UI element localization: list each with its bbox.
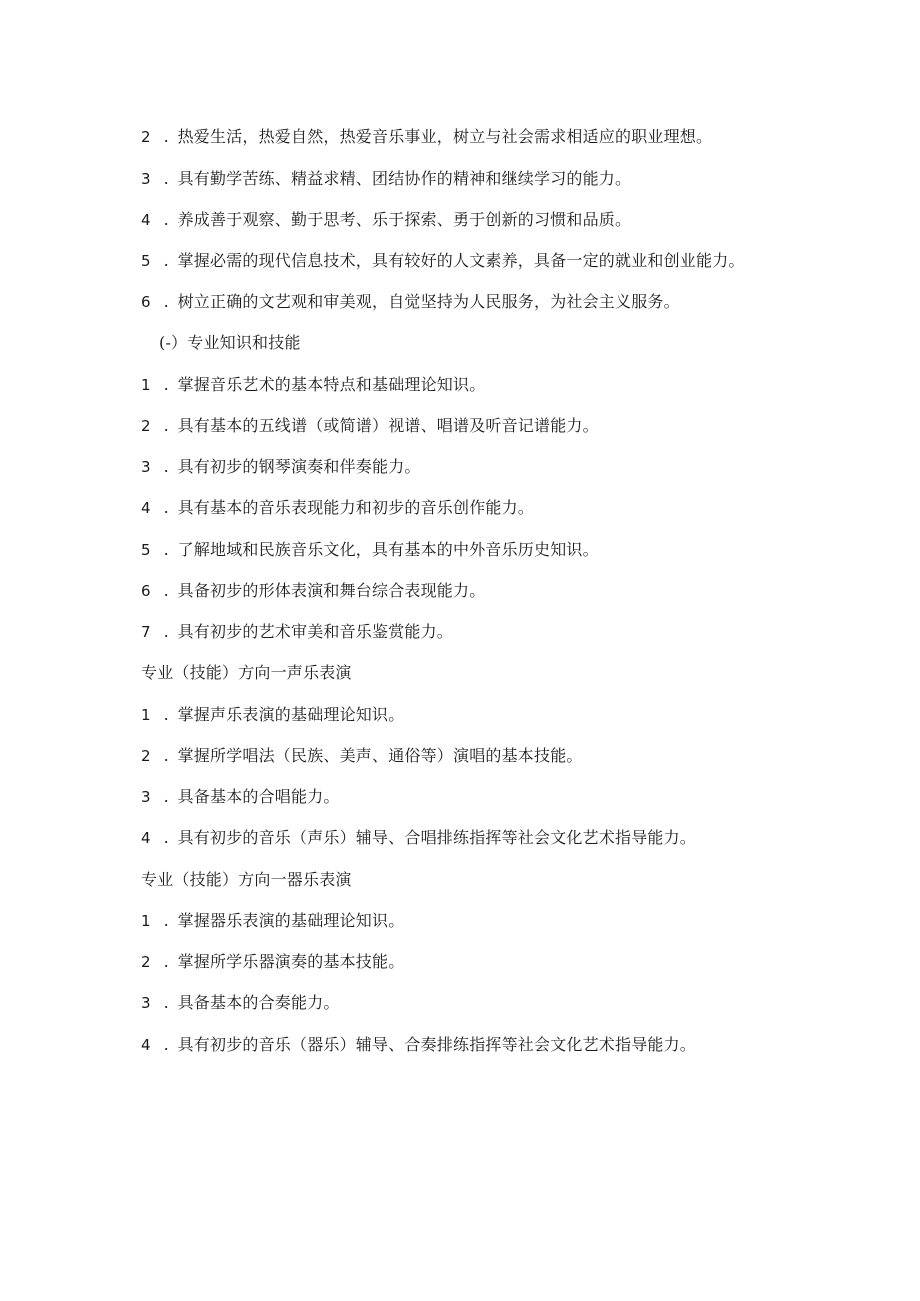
- item-text: 具有勤学苦练、精益求精、团结协作的精神和继续学习的能力。: [177, 169, 632, 188]
- item-text: 掌握器乐表演的基础理论知识。: [177, 911, 405, 930]
- item-text: 具有基本的五线谱（或简谱）视谱、唱谱及听音记谱能力。: [177, 416, 599, 435]
- item-text: 掌握音乐艺术的基本特点和基础理论知识。: [177, 375, 486, 394]
- item-text: 了解地域和民族音乐文化，具有基本的中外音乐历史知识。: [177, 540, 599, 559]
- list-item: [141, 787, 340, 807]
- item-number: 4: [141, 1036, 151, 1054]
- item-text: 掌握所学唱法（民族、美声、通俗等）演唱的基本技能。: [177, 746, 583, 765]
- item-text: 掌握声乐表演的基础理论知识。: [177, 705, 405, 724]
- item-number: 3: [141, 788, 151, 806]
- item-text: 具有初步的音乐（声乐）辅导、合唱排练指挥等社会文化艺术指导能力。: [177, 828, 696, 847]
- item-text: 具有基本的音乐表现能力和初步的音乐创作能力。: [177, 498, 534, 517]
- list-item: [141, 210, 631, 230]
- item-separator: .: [163, 993, 169, 1012]
- item-separator: .: [163, 416, 169, 435]
- item-separator: .: [163, 498, 169, 517]
- section-heading: 专业（技能）方向一声乐表演: [141, 663, 352, 682]
- item-separator: .: [163, 1035, 169, 1054]
- list-item: [141, 251, 745, 271]
- list-item: [141, 581, 485, 601]
- item-separator: .: [163, 169, 169, 188]
- item-separator: .: [163, 911, 169, 930]
- item-text: 具备基本的合奏能力。: [177, 993, 340, 1012]
- item-number: 7: [141, 623, 151, 641]
- item-number: 1: [141, 912, 151, 930]
- item-separator: .: [163, 292, 169, 311]
- item-number: 6: [141, 582, 151, 600]
- item-separator: .: [163, 828, 169, 847]
- item-separator: .: [163, 210, 169, 229]
- item-text: 具有初步的音乐（器乐）辅导、合奏排练指挥等社会文化艺术指导能力。: [177, 1035, 696, 1054]
- item-number: 2: [141, 953, 151, 971]
- item-separator: .: [163, 622, 169, 641]
- item-number: 5: [141, 541, 151, 559]
- item-text: 掌握所学乐器演奏的基本技能。: [177, 952, 405, 971]
- list-item: [141, 540, 599, 560]
- item-number: 3: [141, 170, 151, 188]
- section-heading: (-）专业知识和技能: [159, 333, 301, 352]
- list-item: [141, 169, 631, 189]
- item-separator: .: [163, 251, 169, 270]
- item-separator: .: [163, 127, 169, 146]
- list-item: [141, 127, 712, 147]
- list-item: [141, 828, 696, 848]
- item-number: 2: [141, 747, 151, 765]
- list-item: [141, 622, 453, 642]
- item-separator: .: [163, 787, 169, 806]
- list-item: [141, 911, 404, 931]
- item-text: 具有初步的艺术审美和音乐鉴赏能力。: [177, 622, 453, 641]
- item-number: 1: [141, 376, 151, 394]
- item-separator: .: [163, 457, 169, 476]
- item-separator: .: [163, 540, 169, 559]
- list-item: [141, 457, 421, 477]
- list-item: [141, 416, 599, 436]
- item-text: 热爱生活，热爱自然，热爱音乐事业，树立与社会需求相适应的职业理想。: [177, 127, 713, 146]
- item-number: 4: [141, 211, 151, 229]
- list-item: [141, 993, 340, 1013]
- item-text: 养成善于观察、勤于思考、乐于探索、勇于创新的习惯和品质。: [177, 210, 632, 229]
- item-number: 1: [141, 706, 151, 724]
- list-item: [141, 746, 583, 766]
- list-item: [141, 1035, 696, 1055]
- item-separator: .: [163, 581, 169, 600]
- list-item: [141, 952, 404, 972]
- list-item: [141, 292, 680, 312]
- item-number: 2: [141, 128, 151, 146]
- item-text: 具备基本的合唱能力。: [177, 787, 340, 806]
- item-text: 具备初步的形体表演和舞台综合表现能力。: [177, 581, 486, 600]
- list-item: [141, 498, 534, 518]
- section-heading: 专业（技能）方向一器乐表演: [141, 870, 352, 889]
- item-text: 树立正确的文艺观和审美观，自觉坚持为人民服务，为社会主义服务。: [177, 292, 680, 311]
- list-item: [141, 375, 485, 395]
- list-item: [141, 705, 404, 725]
- item-number: 3: [141, 994, 151, 1012]
- item-text: 掌握必需的现代信息技术，具有较好的人文素养，具备一定的就业和创业能力。: [177, 251, 745, 270]
- item-separator: .: [163, 952, 169, 971]
- item-separator: .: [163, 746, 169, 765]
- item-separator: .: [163, 375, 169, 394]
- item-number: 5: [141, 252, 151, 270]
- item-number: 2: [141, 417, 151, 435]
- item-number: 3: [141, 458, 151, 476]
- item-number: 6: [141, 293, 151, 311]
- item-text: 具有初步的钢琴演奏和伴奏能力。: [177, 457, 421, 476]
- item-separator: .: [163, 705, 169, 724]
- item-number: 4: [141, 499, 151, 517]
- item-number: 4: [141, 829, 151, 847]
